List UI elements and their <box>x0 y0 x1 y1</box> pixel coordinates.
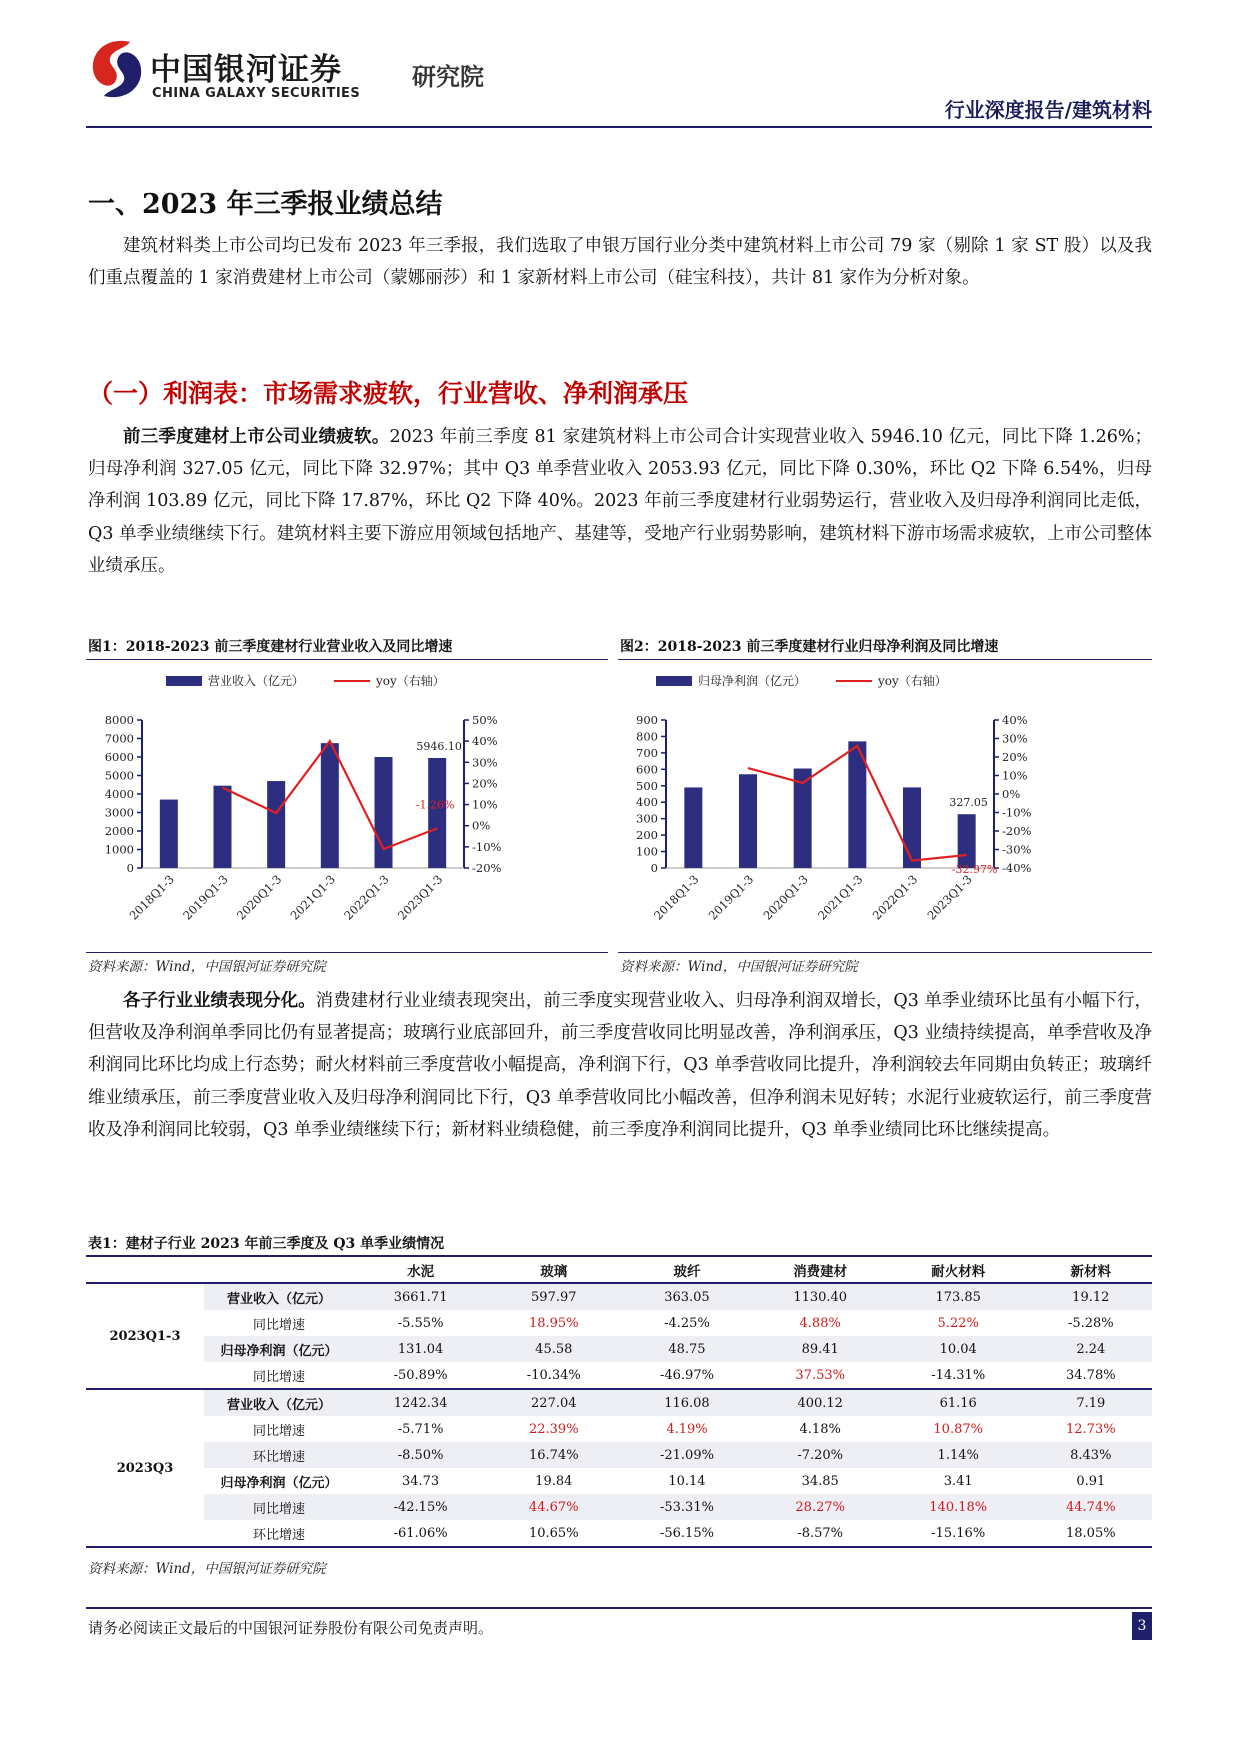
table-cell: -56.15% <box>620 1520 753 1547</box>
column-header: 水泥 <box>354 1256 487 1283</box>
table-cell: -15.16% <box>887 1520 1030 1547</box>
figure1-top-rule <box>86 659 608 660</box>
table-cell: -7.20% <box>754 1442 887 1468</box>
y2-tick-label: 10% <box>1002 768 1028 783</box>
table-cell: 28.27% <box>754 1494 887 1520</box>
metric-label: 环比增速 <box>204 1520 354 1547</box>
metric-label: 营业收入（亿元） <box>204 1389 354 1416</box>
table-cell: 7.19 <box>1030 1389 1152 1416</box>
report-category: 行业深度报告/建筑材料 <box>944 98 1152 122</box>
table-cell: 34.73 <box>401 1473 440 1489</box>
bar-2018Q1-3 <box>160 800 178 868</box>
table-cell: 1242.34 <box>354 1389 487 1416</box>
logo-wordmark-en: CHINA GALAXY SECURITIES <box>152 86 361 101</box>
table-row <box>86 1416 1152 1442</box>
y2-tick-label: -20% <box>1002 824 1032 838</box>
chart-legend <box>656 673 947 688</box>
figure1-source: 资料来源：Wind，中国银河证券研究院 <box>88 959 326 975</box>
bar-value-label: 327.05 <box>949 796 988 810</box>
y-tick-label: 2000 <box>104 824 134 838</box>
table-cell: -8.50% <box>354 1442 487 1468</box>
table-cell: -50.89% <box>354 1362 487 1389</box>
galaxy-logo-icon <box>86 36 148 102</box>
y2-tick-label: -20% <box>472 861 502 875</box>
table-cell: 34.78% <box>1030 1362 1152 1389</box>
table-cell: 44.67% <box>487 1494 620 1520</box>
paragraph-performance <box>88 421 1152 582</box>
y-tick-label: 6000 <box>104 750 134 764</box>
legend-label: yoy（右轴） <box>376 674 445 688</box>
table-cell: 173.85 <box>887 1283 1030 1310</box>
metric-label: 同比增速 <box>252 1317 305 1333</box>
category-label: 2023Q1-3 <box>924 872 975 923</box>
table-cell: -5.71% <box>397 1421 444 1437</box>
table-cell: 48.75 <box>620 1336 753 1362</box>
y2-tick-label: 40% <box>472 734 498 749</box>
header-blank <box>204 1256 354 1283</box>
y2-tick-label: 10% <box>472 797 498 812</box>
table-row <box>86 1283 1152 1310</box>
table-row <box>86 1362 1152 1389</box>
y2-tick-label: 0% <box>1002 787 1021 801</box>
table-cell: 3.41 <box>943 1473 973 1489</box>
y-tick-label: 5000 <box>104 768 134 783</box>
table-cell: 597.97 <box>487 1283 620 1310</box>
table-cell: 89.41 <box>754 1336 887 1362</box>
bar-2023Q1-3 <box>428 758 446 868</box>
subsection-heading: （一）利润表：市场需求疲软，行业营收、净利润承压 <box>88 379 689 408</box>
table-cell: -53.31% <box>620 1494 753 1520</box>
bar-2019Q1-3 <box>739 774 757 868</box>
yoy-value-label: -1.26% <box>415 798 455 812</box>
table-row <box>86 1442 1152 1468</box>
table-cell: 140.18% <box>887 1494 1030 1520</box>
y-tick-label: 200 <box>636 828 658 843</box>
table-cell: 19.84 <box>535 1473 573 1489</box>
table-cell: 4.19% <box>666 1421 708 1437</box>
yoy-value-label: -32.97% <box>951 862 998 876</box>
table-source: 资料来源：Wind，中国银河证券研究院 <box>88 1561 326 1577</box>
y-tick-label: 700 <box>636 745 658 760</box>
table-cell: 10.04 <box>887 1336 1030 1362</box>
header-divider <box>86 126 1152 128</box>
paragraph-body: 消费建材行业业绩表现突出，前三季度实现营业收入、归母净利润双增长，Q3 单季业绩环比虽有小幅下行，但营收及净利润单季同比仍有显著提高；玻璃行业底部回升，前三季度营收同比明显改善，净利润承压，Q3 业绩持续提高，单季营收及净利润同比环比均成上行态势；耐火材料前三季度营收小幅提高，净利润下行，Q3 单季营收同比提升，净利润较去年同期由负转正；玻璃纤维业绩承压，前三季度营业收入及归母净利润同比下行，Q3 单季营收同比小幅改善，但净利润未见好转；水泥行业疲软运行，前三季度营收及净利润同比较弱，Q3 单季业绩继续下行；新材料业绩稳健，前三季度净利润同比提升，Q3 单季业绩同比环比继续提高。 <box>88 991 1152 1140</box>
paragraph-subsectors <box>88 985 1152 1146</box>
y-tick-label: 400 <box>636 795 658 810</box>
table-cell: 1130.40 <box>754 1283 887 1310</box>
logo-wordmark-cn: 中国银河证券 <box>150 52 342 88</box>
table-cell: 16.74% <box>487 1442 620 1468</box>
y-tick-label: 0 <box>126 861 134 875</box>
figure2-source: 资料来源：Wind，中国银河证券研究院 <box>620 959 858 975</box>
table-cell: 10.87% <box>933 1421 983 1437</box>
y2-tick-label: 0% <box>472 818 491 833</box>
category-label: 2018Q1-3 <box>651 872 702 923</box>
y-tick-label: 8000 <box>104 713 134 727</box>
subsector-performance-table <box>86 1255 1152 1548</box>
table-cell: 10.14 <box>668 1473 706 1489</box>
table-row <box>86 1494 1152 1520</box>
y-tick-label: 1000 <box>104 842 134 857</box>
y2-tick-label: 50% <box>472 713 498 727</box>
figure1-title: 图1：2018-2023 前三季度建材行业营业收入及同比增速 <box>88 639 453 655</box>
column-header: 消费建材 <box>754 1256 887 1283</box>
bar-2018Q1-3 <box>684 787 702 868</box>
table-cell: -10.34% <box>487 1362 620 1389</box>
legend-bar-swatch <box>656 676 692 686</box>
y-tick-label: 600 <box>636 762 658 777</box>
table-cell: -61.06% <box>354 1520 487 1547</box>
table-cell: -42.15% <box>354 1494 487 1520</box>
y-tick-label: 800 <box>636 729 658 744</box>
category-label: 2019Q1-3 <box>705 872 757 923</box>
table-cell: -14.31% <box>887 1362 1030 1389</box>
category-label: 2023Q1-3 <box>394 872 446 923</box>
table-cell: 227.04 <box>487 1389 620 1416</box>
y2-tick-label: 30% <box>1002 731 1028 746</box>
legend-label: 归母净利润（亿元） <box>698 674 807 688</box>
category-label: 2021Q1-3 <box>815 872 866 923</box>
table-header-row <box>86 1256 1152 1283</box>
y-tick-label: 3000 <box>104 805 134 820</box>
category-label: 2021Q1-3 <box>287 872 338 923</box>
category-label: 2022Q1-3 <box>869 872 921 923</box>
table-row <box>86 1336 1152 1362</box>
chart-legend <box>166 673 445 688</box>
y-tick-label: 7000 <box>104 731 134 746</box>
legend-label: 营业收入（亿元） <box>208 674 305 688</box>
table-cell: -21.09% <box>620 1442 753 1468</box>
bar-2023Q1-3 <box>958 814 976 868</box>
table-row <box>86 1310 1152 1336</box>
legend-bar-swatch <box>166 676 202 686</box>
table-cell: 4.88% <box>799 1315 841 1331</box>
column-header: 耐火材料 <box>887 1256 1030 1283</box>
table-cell: 18.95% <box>528 1315 579 1331</box>
table-row <box>86 1468 1152 1494</box>
table-title: 表1：建材子行业 2023 年前三季度及 Q3 单季业绩情况 <box>88 1236 445 1252</box>
chart-revenue <box>86 662 608 952</box>
table-cell: 0.91 <box>1076 1473 1106 1489</box>
metric-label: 营业收入（亿元） <box>204 1283 354 1310</box>
table-cell: 34.85 <box>801 1473 839 1489</box>
table-cell: 22.39% <box>528 1421 579 1437</box>
table-cell: 116.08 <box>620 1389 753 1416</box>
figure2-title: 图2：2018-2023 前三季度建材行业归母净利润及同比增速 <box>620 639 999 655</box>
y2-tick-label: 30% <box>472 755 498 770</box>
table-cell: 400.12 <box>754 1389 887 1416</box>
column-header: 新材料 <box>1030 1256 1152 1283</box>
category-label: 2020Q1-3 <box>233 872 285 923</box>
metric-label: 同比增速 <box>204 1494 354 1520</box>
table-cell: 131.04 <box>354 1336 487 1362</box>
bar-value-label: 5946.10 <box>416 739 462 753</box>
y2-tick-label: 20% <box>1002 750 1028 764</box>
y-tick-label: 300 <box>636 811 658 826</box>
section-heading: 一、2023 年三季报业绩总结 <box>88 189 443 220</box>
metric-label: 归母净利润（亿元） <box>204 1336 354 1362</box>
table-cell: 5.22% <box>937 1315 979 1331</box>
y-tick-label: 100 <box>636 844 658 859</box>
y-tick-label: 0 <box>650 861 658 875</box>
paragraph-lead: 各子行业业绩表现分化。 <box>123 991 316 1011</box>
chart-net-profit <box>618 662 1152 952</box>
table-cell: 1.14% <box>887 1442 1030 1468</box>
y2-tick-label: -10% <box>1002 805 1032 820</box>
table-cell: -5.55% <box>397 1315 444 1331</box>
table-cell: 8.43% <box>1030 1442 1152 1468</box>
category-label: 2020Q1-3 <box>760 872 811 923</box>
metric-label: 同比增速 <box>252 1423 305 1439</box>
table-cell: 18.05% <box>1030 1520 1152 1547</box>
table-cell: 3661.71 <box>354 1283 487 1310</box>
period-label: 2023Q3 <box>86 1389 204 1547</box>
y2-tick-label: -10% <box>472 839 502 854</box>
table-cell: 10.65% <box>487 1520 620 1547</box>
table-cell: 44.74% <box>1030 1494 1152 1520</box>
y2-tick-label: -30% <box>1002 842 1032 857</box>
table-cell: 37.53% <box>754 1362 887 1389</box>
bar-2022Q1-3 <box>903 787 921 868</box>
bar-2021Q1-3 <box>321 743 339 868</box>
figure2-top-rule <box>618 659 1152 660</box>
y2-tick-label: 40% <box>1002 713 1028 727</box>
y2-tick-label: 20% <box>472 776 498 791</box>
column-header: 玻璃 <box>487 1256 620 1283</box>
column-header: 玻纤 <box>620 1256 753 1283</box>
category-label: 2018Q1-3 <box>126 872 177 923</box>
category-label: 2019Q1-3 <box>180 872 231 923</box>
footer-disclaimer: 请务必阅读正文最后的中国银河证券股份有限公司免责声明。 <box>88 1619 494 1637</box>
footer-divider <box>86 1607 1152 1609</box>
metric-label: 同比增速 <box>204 1362 354 1389</box>
metric-label: 环比增速 <box>204 1442 354 1468</box>
y-tick-label: 900 <box>636 713 658 727</box>
bar-2020Q1-3 <box>267 781 285 868</box>
bar-2022Q1-3 <box>375 757 393 868</box>
table-cell: 19.12 <box>1030 1283 1152 1310</box>
table-cell: 2.24 <box>1030 1336 1152 1362</box>
table-cell: 61.16 <box>887 1389 1030 1416</box>
table-row <box>86 1520 1152 1547</box>
table-cell: -46.97% <box>620 1362 753 1389</box>
category-label: 2022Q1-3 <box>341 872 392 923</box>
table-cell: 45.58 <box>487 1336 620 1362</box>
bar-2019Q1-3 <box>214 786 232 868</box>
logo-suffix: 研究院 <box>412 63 484 91</box>
table-cell: 12.73% <box>1066 1421 1116 1437</box>
period-label: 2023Q1-3 <box>86 1283 204 1389</box>
legend-label: yoy（右轴） <box>878 674 947 688</box>
y-tick-label: 500 <box>636 778 658 793</box>
metric-label: 归母净利润（亿元） <box>220 1475 338 1491</box>
paragraph-lead: 前三季度建材上市公司业绩疲软。 <box>123 427 390 447</box>
figure2-bottom-rule <box>618 952 1152 953</box>
table-cell: -5.28% <box>1067 1315 1114 1331</box>
table-cell: -4.25% <box>664 1315 710 1331</box>
table-cell: 363.05 <box>620 1283 753 1310</box>
page-number: 3 <box>1132 1612 1152 1640</box>
table-cell: 4.18% <box>799 1421 841 1437</box>
figure1-bottom-rule <box>86 952 608 953</box>
intro-paragraph: 建筑材料类上市公司均已发布 2023 年三季报，我们选取了申银万国行业分类中建筑材料上市公司 79 家（剔除 1 家 ST 股）以及我们重点覆盖的 1 家消费建材上市公司（蒙娜丽莎）和 1 家新材料上市公司（硅宝科技），共计 81 家作为分析对象。 <box>88 236 1152 289</box>
paragraph-body: 2023 年前三季度 81 家建筑材料上市公司合计实现营业收入 5946.10 亿元，同比下降 1.26%；归母净利润 327.05 亿元，同比下降 32.97%；其中 Q3 单季营业收入 2053.93 亿元，同比下降 0.30%，环比 Q2 下降 6.54%，归母净利润 103.89 亿元，同比下降 17.87%，环比 Q2 下降 40%。2023 年前三季度建材行业弱势运行，营业收入及归母净利润同比走低，Q3 单季业绩继续下行。建筑材料主要下游应用领域包括地产、基建等，受地产行业弱势影响，建筑材料下游市场需求疲软，上市公司整体业绩承压。 <box>88 427 1153 576</box>
y2-tick-label: -40% <box>1002 861 1032 875</box>
y-tick-label: 4000 <box>104 787 134 801</box>
header-blank <box>86 1256 204 1283</box>
table-row <box>86 1389 1152 1416</box>
table-cell: -8.57% <box>754 1520 887 1547</box>
